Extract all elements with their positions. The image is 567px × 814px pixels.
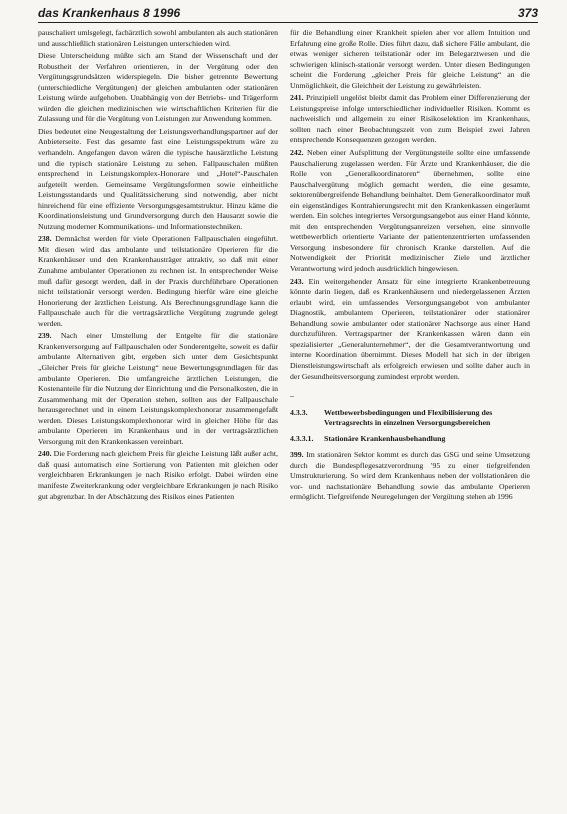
paragraph: pauschaliert umlsgelegt, fachärztlich sowohl ambulanten als auch stationären und ausschließlich stationären Leistungen unterschieden wird.: [38, 28, 278, 48]
paragraph: für die Behandlung einer Krankheit spielen aber vor allem Intuition und Erfahrung eine große Rolle. Dies führt dazu, daß sichere Fälle ambulant, die etwas weniger sicheren teilstationär oder im Belegarztwesen und die schwierigen klinisch-stationär versorgt werden. Unter diesen Bedingungen scheint die Forderung „gleicher Preis für gleiche Leistung“ an die Unmöglichkeit, die Gleichheit der Leistung zu gewährleisten.: [290, 28, 530, 90]
right-column: [290, 28, 530, 505]
paragraph-242: 242. Neben einer Aufsplittung der Vergütungsteile sollte eine umfassende Pauschalierung zugelassen werden. Für Ärzte und Krankenhäuser, die die Rolle von „Generalkoordinatoren“ übernehmen, sollte eine Pauschalvergütung möglich gemacht werden, die eine gesamte, sektorenübergreifende Behandlung beinhaltet. Dem Generalkoordinator muß ein eigenständiges Kontrahierungsrecht mit den Krankenkassen eingeräumt werden. Ein solches integriertes Versorgungsangebot aus einer Hand könnte, mit den entsprechenden Vergütungsanreizen versehen, eine sinnvolle wettbewerblich orientierte Variante der patientenzentrierten umfassenden Versorgung insbesondere für chronisch Kranke darstellen. Auf die Notwendigkeit der Priorität medizinischer Ziele und ärztlicher Verantwortung wird jedoch ausdrücklich hingewiesen.: [290, 148, 531, 274]
paragraph-240: 240. Die Forderung nach gleichem Preis für gleiche Leistung läßt außer acht, daß quasi automatisch eine Sortierung von Patienten mit gleichen oder vergleichbaren Erkrankungen je nach Risiko erfolgt. Dabei würden eine manifeste Zweiterkrankung oder vergleichbare Erkrankungen je nach Risiko gut abgrenzbar. In der Abschätzung des Risikos eines Patienten: [38, 449, 278, 501]
paragraph: Dies bedeutet eine Neugestaltung der Leistungsverhandlungspartner auf der Anbieterseite. Fest das gesamte fast eine Leistungsspektrum wäre zu verhandeln. Angefangen davon wären die typische hausärztliche Leistung und die typisch stationäre Leistung zu sehen. Fallpauschalen müßten entsprechend in Leistungskomplex-Honorare und „Hotel“-Pauschalen aufgeteilt werden. Gemeinsame Vergütungsformen sowie einheitliche Leistungsstandards und Qualitätssicherung sind notwendig, aber nicht hinreichend für eine effiziente Versorgungsgesamtstruktur. Hinzu käme die Koordinationsleistung und Grundversorgung durch den Hausarzt sowie die Nutzung moderner Kommunikations- und Informationstechniken.: [38, 126, 278, 231]
running-header: [38, 5, 538, 23]
subsection-heading: [290, 434, 530, 444]
paragraph-238: 238. Demnächst werden für viele Operationen Fallpauschalen eingeführt. Mit diesen wird das ambulante und teilstationäre Operieren für die Krankenhäuser und den Krankenhausträger attraktiv, so daß mit einer Zunahme ambulanter Operationen zu rechnen ist. In entsprechender Weise muß dafür gesorgt werden, daß in der Praxis durchführbare Operationen nicht teilstationär versorgt werden. Bedingung hierfür wäre eine gleiche Honorierung der ärztlichen Leistung. Als Berechnungsgrundlage kann die Fallpauschale auch für die vertragsärztliche Vergütung zugrunde gelegt werden.: [38, 234, 279, 328]
subsection-title: Stationäre Krankenhausbehandlung: [324, 434, 446, 444]
paragraph-241: 241. Prinzipiell ungelöst bleibt damit das Problem einer Differenzierung der Leistungspreise infolge unterschiedlicher individueller Risiken. Kommt es nachweislich und allgemein zu einer Risikoselektion im Krankenhaus, sollten nach einer Beobachtungszeit von zum Beispiel zwei Jahren entsprechende Konsequenzen gezogen werden.: [290, 93, 531, 145]
page-number: 373: [517, 6, 538, 20]
paragraph-239: 239. Nach einer Umstellung der Entgelte für die stationäre Krankenversorgung auf Fallpauschalen oder Sonderentgelte, soweit es dafür ambulante Alternativen gibt, ergeben sich unter dem Gesichtspunkt „Gleicher Preis für gleiche Leistung“ neue Bewertungsgrundlagen für das ambulante Operieren. Die umfangreiche ärztlichen Leistungen, die Kostenanteile für die Nutzung der Einrichtung und die Personalkosten, die in Zusammenhang mit der Operation stehen, sollten aus der Fallpauschale herausgerechnet und in einem Leistungskomplexhonorar zusammengefaßt werden. Dieses Leistungskomplexhonorar wird in gleicher Höhe für das ambulante Operieren im Krankenhaus und in der vertragsärztlichen Versorgung mit den Krankenkassen vereinbart.: [38, 331, 279, 446]
section-title: Wettbewerbsbedingungen und Flexibilisierung des Vertragsrechts in einzelnen Versorgungsbereichen: [324, 408, 493, 428]
section-number: 4.3.3.: [290, 408, 308, 418]
header-rule: [38, 22, 538, 23]
separator-dash: –: [290, 391, 294, 401]
left-column: [38, 28, 278, 504]
journal-title: das Krankenhaus 8 1996: [38, 6, 181, 20]
subsection-number: 4.3.3.1.: [290, 434, 314, 444]
paragraph: Diese Unterscheidung müßte sich am Stand der Wissenschaft und der Robustheit der Verfahren orientieren, in der Vergütung oder den Vergütungsgrundsätzen widerspiegeln. Die bisher getrennte Bewertung (unterschiedliche Vergütungen) der gleichen ambulanten oder stationären Leistung würde aufgehoben. Unabhängig von der Betriebs- und Trägerform würden die gleichen medizinischen wie wirtschaftlichen Kriterien für die Zulassung und für die Vergütung von Leistungen zur Anwendung kommen.: [38, 51, 278, 124]
section-heading: [290, 408, 530, 428]
paragraph-243: 243. Ein weitergehender Ansatz für eine integrierte Krankenbetreuung könnte darin liegen, daß es Krankenhäusern und niedergelassenen Ärzten erlaubt wird, ein umfassendes Versorgungsangebot von ambulanter Diagnostik, ambulantem Operieren, teilstationärer oder stationärer Behandlung sowie ambulanter oder stationärer Nachsorge aus einer Hand durchzuführen. Vertragspartner der Krankenkassen wären dann ein spezialisierter „Generalunternehmer“, der die Gesamtverantwortung und interne Koordination übernimmt. Dieses Modell hat sich in der übrigen Dienstleistungswirtschaft als erfolgreich erwiesen und sollte daher auch in der Gesundheitsversorgung zumindest erprobt werden.: [290, 276, 530, 381]
paragraph-399: 399. Im stationären Sektor kommt es durch das GSG und seine Umsetzung durch die Bundespflegesatzverordnung '95 zu einer tiefgreifenden Umstrukturierung. So wird dem Krankenhaus neben der vollstationären die vor- und nachstationäre Behandlung sowie das ambulante Operieren ermöglicht. Tiefgreifende Neuregelungen der Vergütung stehen ab 1996: [290, 450, 530, 502]
